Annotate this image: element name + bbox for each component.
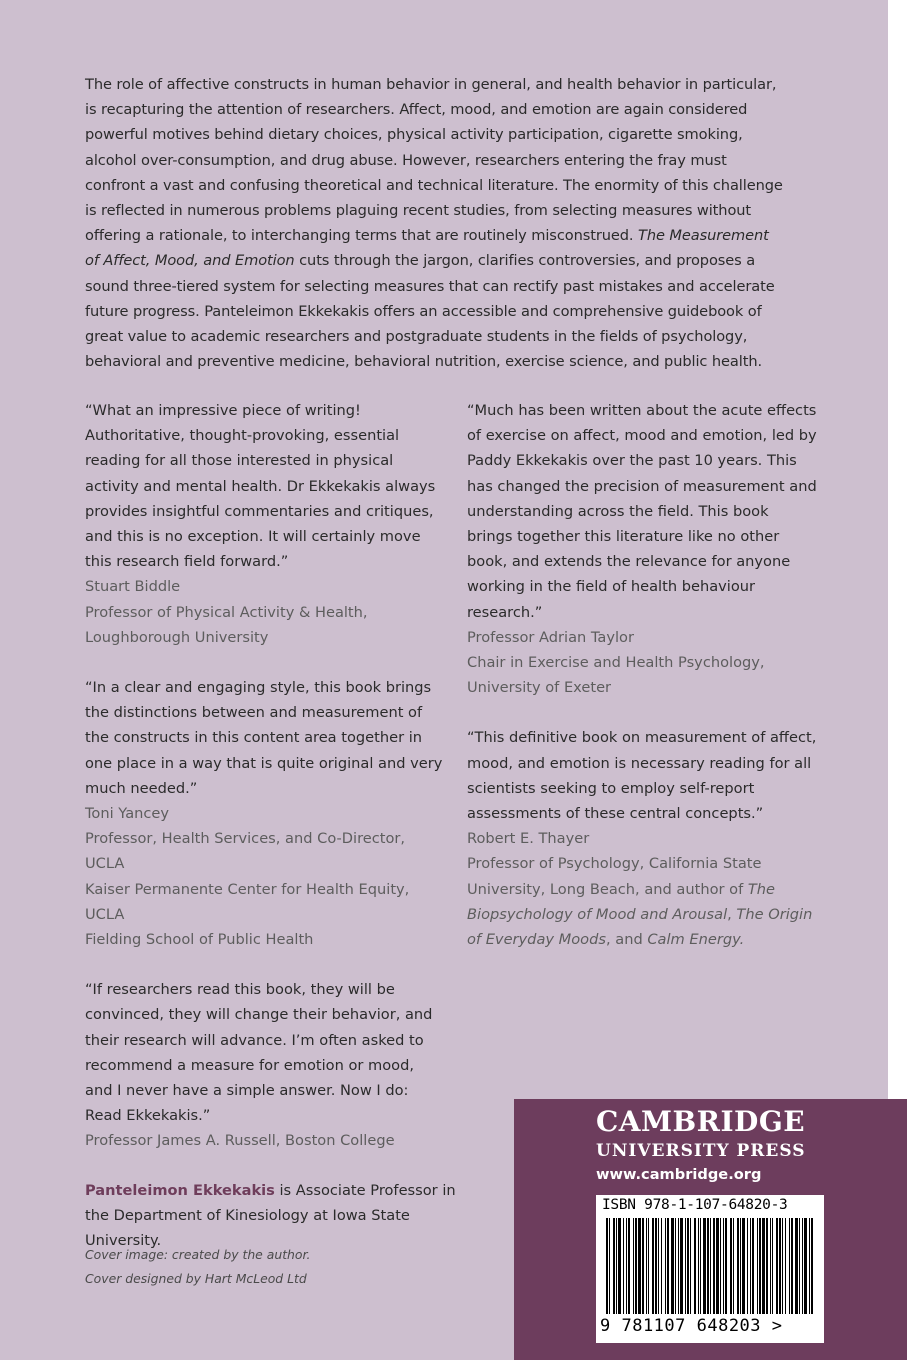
barcode-bar <box>710 1218 711 1314</box>
barcode-bar <box>776 1218 778 1314</box>
barcode-bar <box>694 1218 696 1314</box>
barcode-icon <box>604 1218 816 1318</box>
barcode-bar <box>661 1218 662 1314</box>
barcode-bar <box>658 1218 659 1314</box>
barcode-bar <box>626 1218 627 1314</box>
barcode-bar <box>759 1218 761 1314</box>
barcode-bar <box>750 1218 751 1314</box>
endorsement-russell <box>85 977 445 1153</box>
endorsement-quote: “Much has been written about the acute effects of exercise on affect, mood and emotion, led by Paddy Ekkekakis over the past 10 years. This has changed the precision of measurement and understanding across the field. This book brings together this literature like no other book, and extends the relevance for anyone working in the field of health behaviour research.” <box>467 402 817 621</box>
barcode-bar <box>770 1218 771 1314</box>
barcode-bar <box>671 1218 674 1314</box>
barcode-bar <box>652 1218 654 1314</box>
barcode-bar <box>635 1218 637 1314</box>
barcode-bar <box>804 1218 807 1314</box>
endorser-affiliation: Kaiser Permanente Center for Health Equity, UCLA <box>85 880 410 923</box>
endorser-affiliation <box>467 851 817 952</box>
endorser-affiliation: Chair in Exercise and Health Psychology, <box>467 654 765 672</box>
endorser-name: Robert E. Thayer <box>467 830 590 848</box>
author-bio-text: is Associate Professor in the Department of Kinesiology at Iowa State University. <box>85 1182 456 1250</box>
book-description <box>85 72 785 374</box>
publisher-logo-name: CAMBRIDGE <box>596 1105 806 1138</box>
barcode-bar <box>700 1218 701 1314</box>
barcode-bar <box>752 1218 754 1314</box>
barcode-bar <box>720 1218 721 1314</box>
endorsement-quote: “This definitive book on measurement of affect, mood, and emotion is necessary reading for all scientists seeking to employ self-report assessments of these central concepts.” <box>467 729 817 823</box>
barcode-bar <box>667 1218 669 1314</box>
barcode-bar <box>779 1218 781 1314</box>
barcode-bar <box>687 1218 689 1314</box>
barcode-bar <box>623 1218 624 1314</box>
barcode-bar <box>648 1218 649 1314</box>
author-name: Panteleimon Ekkekakis <box>85 1182 275 1199</box>
endorsement-quote: “In a clear and engaging style, this book brings the distinctions between and measurement of the constructs in this content area together in one place in a way that is quite original and very much needed.” <box>85 679 443 797</box>
barcode-bar <box>628 1218 630 1314</box>
barcode-bar <box>747 1218 748 1314</box>
barcode-bar <box>766 1218 768 1314</box>
endorsement-quote: “If researchers read this book, they will be convinced, they will change their behavior, and their research will advance. I’m often asked to recommend a measure for emotion or mood, and I never have a simple answer. Now I do: Read Ekkekakis.” <box>85 981 433 1125</box>
separator: , and <box>605 931 648 949</box>
barcode-bar <box>789 1218 790 1314</box>
cover-design-credit: Cover designed by Hart McLeod Ltd <box>85 1271 307 1286</box>
endorser-affiliation: Loughborough University <box>85 628 269 646</box>
barcode-bar <box>791 1218 793 1314</box>
endorser-name: Professor Adrian Taylor <box>467 628 634 646</box>
barcode-bar <box>638 1218 641 1314</box>
barcode-bar <box>799 1218 800 1314</box>
endorsement-taylor <box>467 398 817 700</box>
endorser-affiliation: University of Exeter <box>467 679 612 697</box>
endorsement-thayer <box>467 725 817 952</box>
endorser-name: Toni Yancey <box>85 805 170 823</box>
barcode-bar <box>713 1218 715 1314</box>
barcode-bar <box>616 1218 617 1314</box>
barcode-bar <box>703 1218 706 1314</box>
barcode-bar <box>772 1218 773 1314</box>
barcode-digits: 9 781107 648203 > <box>600 1316 783 1336</box>
publisher-url: www.cambridge.org <box>596 1166 762 1183</box>
barcode-bar <box>606 1218 608 1314</box>
endorsements-right-column <box>467 398 817 977</box>
endorser-name: Professor James A. Russell, Boston College <box>85 1132 395 1150</box>
barcode-bar <box>646 1218 647 1314</box>
endorsements-left-column <box>85 398 445 1179</box>
barcode-bar <box>618 1218 621 1314</box>
barcode-bar <box>757 1218 758 1314</box>
barcode-bar <box>730 1218 732 1314</box>
barcode-bar <box>742 1218 745 1314</box>
barcode-bar <box>723 1218 724 1314</box>
barcode-bar <box>613 1218 615 1314</box>
work-title: Calm Energy. <box>647 931 745 949</box>
cover-credits <box>85 1243 465 1291</box>
endorsement-attribution <box>467 826 817 952</box>
barcode-bar <box>740 1218 741 1314</box>
barcode-bar <box>678 1218 679 1314</box>
cover-image-credit: Cover image: created by the author. <box>85 1247 311 1262</box>
publisher-panel <box>514 1099 907 1360</box>
endorser-affiliation: Professor of Physical Activity & Health, <box>85 603 368 621</box>
endorsement-biddle <box>85 398 445 650</box>
barcode-bar <box>698 1218 699 1314</box>
isbn-label: ISBN 978-1-107-64820-3 <box>602 1197 788 1213</box>
barcode-bar <box>665 1218 666 1314</box>
affiliation-text: Professor of Psychology, California State University, Long Beach, and author of <box>467 855 762 898</box>
barcode-bar <box>725 1218 727 1314</box>
description-part-1: The role of affective constructs in human behavior in general, and health behavior in particular, is recapturing the attention of researchers. Affect, mood, and emotion are again considered powerful motives behind dietary choices, physical activity participation, cigarette smoking, alcohol over-consumption, and drug abuse. However, researchers entering the fray must confront a vast and confusing theoretical and technical literature. The enormity of this challenge is reflected in numerous problems plaguing recent studies, from selecting measures without offering a rationale, to interchanging terms that are routinely misconstrued. <box>85 76 783 245</box>
endorsement-quote: “What an impressive piece of writing! Authoritative, thought-provoking, essential reading for all those interested in physical activity and mental health. Dr Ekkekakis always provides insightful commentaries and critiques, and this is no exception. It will certainly move this research field forward.” <box>85 402 436 571</box>
barcode-bar <box>655 1218 657 1314</box>
barcode-bar <box>737 1218 739 1314</box>
isbn-barcode-panel <box>596 1195 824 1343</box>
barcode-bar <box>782 1218 783 1314</box>
endorser-affiliation: Fielding School of Public Health <box>85 931 314 949</box>
book-title: The Measurement of Affect, Mood, and Emotion <box>85 227 769 270</box>
barcode-bar <box>690 1218 691 1314</box>
barcode-bar <box>707 1218 709 1314</box>
separator: , <box>727 905 737 923</box>
barcode-bar <box>785 1218 786 1314</box>
barcode-bar <box>733 1218 734 1314</box>
barcode-bar <box>809 1218 810 1314</box>
endorser-name: Stuart Biddle <box>85 578 181 596</box>
endorsement-attribution <box>85 574 445 650</box>
barcode-bar <box>633 1218 634 1314</box>
barcode-bar <box>802 1218 803 1314</box>
barcode-bar <box>685 1218 686 1314</box>
endorsement-yancey <box>85 675 445 952</box>
work-title: The Biopsychology of Mood and Arousal <box>467 880 776 923</box>
description-part-2: cuts through the jargon, clarifies controversies, and proposes a sound three-tiered system for selecting measures that can rectify past mistakes and accelerate future progress. Panteleimon Ekkekakis offers an accessible and comprehensive guidebook of great value to academic researchers and postgraduate students in the fields of psychology, behavioral and preventive medicine, behavioral nutrition, exercise science, and public health. <box>85 252 775 371</box>
barcode-bar <box>609 1218 610 1314</box>
publisher-logo-press: UNIVERSITY PRESS <box>596 1141 806 1161</box>
barcode-bar <box>795 1218 798 1314</box>
barcode-bar <box>675 1218 676 1314</box>
work-title: The Origin of Everyday Moods <box>467 905 813 949</box>
endorsement-attribution <box>85 801 445 952</box>
barcode-bar <box>811 1218 813 1314</box>
barcode-bar <box>762 1218 765 1314</box>
barcode-bar <box>642 1218 644 1314</box>
endorser-affiliation: Professor, Health Services, and Co-Director, UCLA <box>85 830 406 873</box>
endorsement-attribution <box>85 1128 445 1153</box>
endorsement-attribution <box>467 625 817 701</box>
barcode-bar <box>716 1218 719 1314</box>
barcode-bar <box>680 1218 683 1314</box>
